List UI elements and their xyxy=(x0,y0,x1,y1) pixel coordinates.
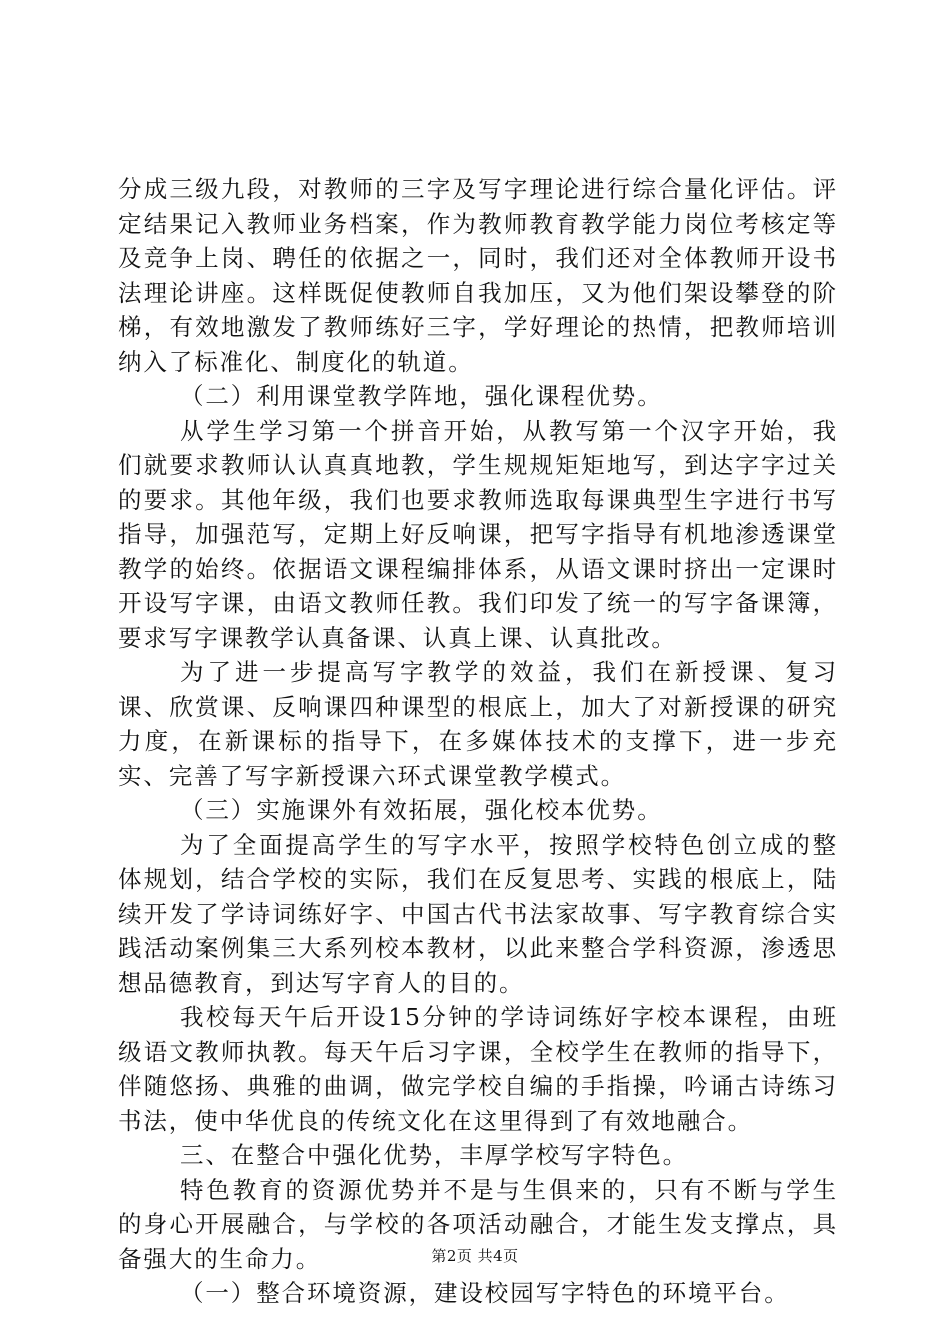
section-heading-two: （二）利用课堂教学阵地，强化课程优势。 xyxy=(180,382,663,410)
paragraph: 从学生学习第一个拼音开始，从教写第一个汉字开始，我们就要求教师认认真真地教，学生规规矩矩地写，到达字字过关的要求。其他年级，我们也要求教师选取每课典型生字进行书写指导，加强范写，定期上好反响课，把写字指导有机地渗透课堂教学的始终。依据语文课程编排体系，从语文课时挤出一定课时开设写字课，由语文教师任教。我们印发了统一的写字备课簿，要求写字课教学认真备课、认真上课、认真批改。 xyxy=(118,416,838,652)
paragraph: 特色教育的资源优势并不是与生俱来的，只有不断与学生的身心开展融合，与学校的各项活动融合，才能生发支撑点，具备强大的生命力。 xyxy=(118,1175,838,1273)
section-heading-main: 三、在整合中强化优势，丰厚学校写字特色。 xyxy=(180,1141,688,1169)
page-footer xyxy=(0,1246,950,1266)
section-heading-one: （一）整合环境资源，建设校园写字特色的环境平台。 xyxy=(180,1279,790,1307)
paragraph-continued: 分成三级九段，对教师的三字及写字理论进行综合量化评估。评定结果记入教师业务档案，作为教师教育教学能力岗位考核定等及竞争上岗、聘任的依据之一，同时，我们还对全体教师开设书法理论讲座。这样既促使教师自我加压，又为他们架设攀登的阶梯，有效地激发了教师练好三字，学好理论的热情，把教师培训纳入了标准化、制度化的轨道。 xyxy=(118,175,838,376)
page-number: 第2页 共4页 xyxy=(431,1247,519,1265)
paragraph: 为了进一步提高写字教学的效益，我们在新授课、复习课、欣赏课、反响课四种课型的根底上，加大了对新授课的研究力度，在新课标的指导下，在多媒体技术的支撑下，进一步充实、完善了写字新授课六环式课堂教学模式。 xyxy=(118,658,838,790)
document-body xyxy=(118,172,838,1311)
section-heading-three: （三）实施课外有效拓展，强化校本优势。 xyxy=(180,796,663,824)
paragraph: 为了全面提高学生的写字水平，按照学校特色创立成的整体规划，结合学校的实际，我们在反复思考、实践的根底上，陆续开发了学诗词练好字、中国古代书法家故事、写字教育综合实践活动案例集三大系列校本教材，以此来整合学科资源，渗透思想品德教育，到达写字育人的目的。 xyxy=(118,830,838,997)
paragraph: 我校每天午后开设15分钟的学诗词练好字校本课程，由班级语文教师执教。每天午后习字课，全校学生在教师的指导下，伴随悠扬、典雅的曲调，做完学校自编的手指操，吟诵古诗练习书法，使中华优良的传统文化在这里得到了有效地融合。 xyxy=(118,1003,838,1135)
